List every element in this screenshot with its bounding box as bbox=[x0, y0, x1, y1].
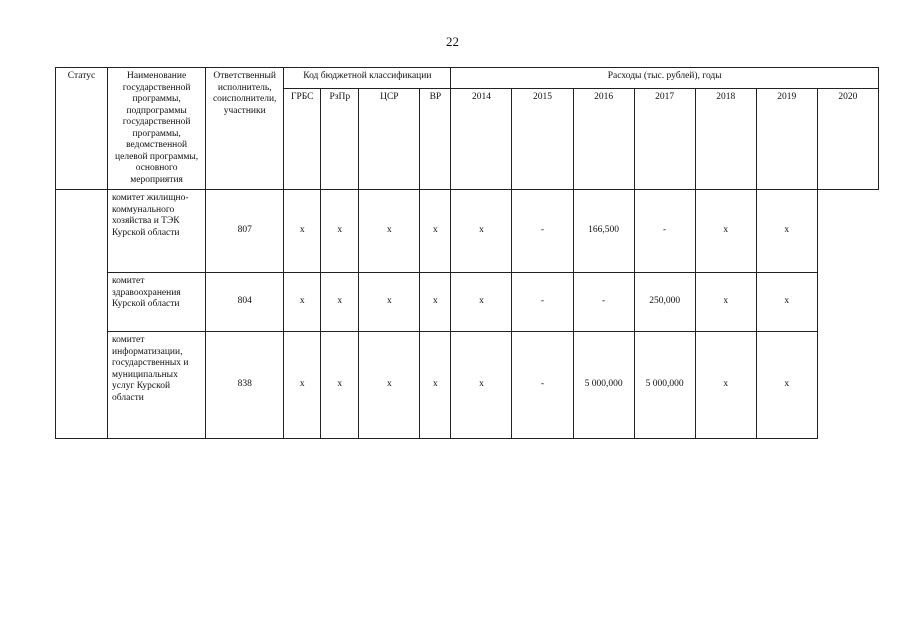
page-number: 22 bbox=[446, 34, 459, 49]
value-2017: 5 000,000 bbox=[573, 332, 634, 439]
value-2015: x bbox=[451, 332, 512, 439]
header-budget-code: Код бюджетной классификации bbox=[284, 68, 451, 89]
header-expenses: Расходы (тыс. рублей), годы bbox=[451, 68, 879, 89]
value-2014: x bbox=[420, 190, 451, 273]
header-year-2018: 2018 bbox=[695, 89, 756, 190]
value-2016: - bbox=[512, 332, 573, 439]
value-2018: 5 000,000 bbox=[634, 332, 695, 439]
rzpr-cell: x bbox=[284, 273, 321, 332]
csr-cell: x bbox=[321, 190, 359, 273]
grbs-cell: 804 bbox=[206, 273, 284, 332]
value-2020: x bbox=[756, 273, 817, 332]
value-2020: x bbox=[756, 190, 817, 273]
value-2014: x bbox=[420, 273, 451, 332]
csr-cell: x bbox=[321, 273, 359, 332]
value-2017: - bbox=[573, 273, 634, 332]
rzpr-cell: x bbox=[284, 190, 321, 273]
executor-cell: комитет здравоохранения Курской области bbox=[108, 273, 206, 332]
grbs-cell: 838 bbox=[206, 332, 284, 439]
header-year-2017: 2017 bbox=[634, 89, 695, 190]
value-2016: - bbox=[512, 273, 573, 332]
header-program-name: Наименование государственной программы, подпрограммы государственной программы, ведомственной целевой программы, основного мероприятия bbox=[108, 68, 206, 190]
status-cell bbox=[56, 190, 108, 439]
header-csr: ЦСР bbox=[359, 89, 420, 190]
csr-cell: x bbox=[321, 332, 359, 439]
header-rzpr: РзПр bbox=[321, 89, 359, 190]
header-year-2019: 2019 bbox=[756, 89, 817, 190]
grbs-cell: 807 bbox=[206, 190, 284, 273]
value-2019: x bbox=[695, 273, 756, 332]
header-grbs: ГРБС bbox=[284, 89, 321, 190]
budget-table bbox=[55, 67, 879, 439]
header-year-2015: 2015 bbox=[512, 89, 573, 190]
table-row bbox=[56, 273, 879, 332]
table-row bbox=[56, 190, 879, 273]
value-2018: 250,000 bbox=[634, 273, 695, 332]
header-year-2020: 2020 bbox=[817, 89, 878, 190]
header-status: Статус bbox=[56, 68, 108, 190]
header-executor: Ответственный исполнитель, соисполнители, участники bbox=[206, 68, 284, 190]
value-2015: x bbox=[451, 190, 512, 273]
value-2015: x bbox=[451, 273, 512, 332]
vr-cell: x bbox=[359, 273, 420, 332]
rzpr-cell: x bbox=[284, 332, 321, 439]
value-2017: 166,500 bbox=[573, 190, 634, 273]
value-2018: - bbox=[634, 190, 695, 273]
value-2019: x bbox=[695, 332, 756, 439]
value-2016: - bbox=[512, 190, 573, 273]
value-2014: x bbox=[420, 332, 451, 439]
vr-cell: x bbox=[359, 190, 420, 273]
header-vr: ВР bbox=[420, 89, 451, 190]
value-2019: x bbox=[695, 190, 756, 273]
header-year-2016: 2016 bbox=[573, 89, 634, 190]
header-year-2014: 2014 bbox=[451, 89, 512, 190]
value-2020: x bbox=[756, 332, 817, 439]
executor-cell: комитет информатизации, государственных и муниципальных услуг Курской области bbox=[108, 332, 206, 439]
table-row bbox=[56, 332, 879, 439]
vr-cell: x bbox=[359, 332, 420, 439]
executor-cell: комитет жилищно-коммунального хозяйства и ТЭК Курской области bbox=[108, 190, 206, 273]
